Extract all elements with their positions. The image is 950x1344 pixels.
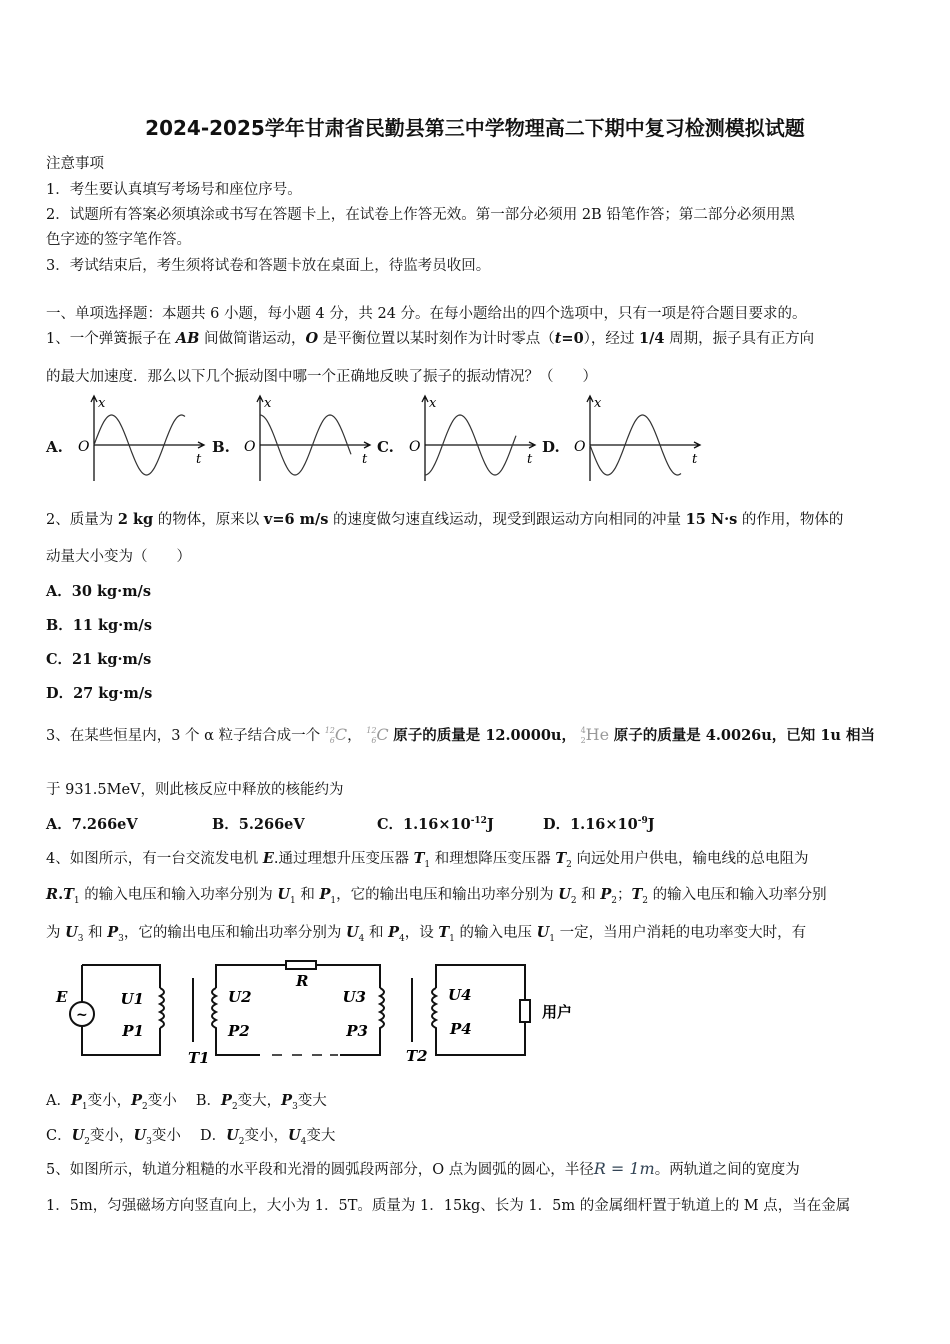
label-t1: T1 xyxy=(188,1049,210,1065)
text-segment: P xyxy=(131,1092,143,1109)
text-segment: 的速度做匀速直线运动，现受到跟运动方向相同的冲量 xyxy=(328,512,686,528)
q2-option-c: C．21 kg·m/s xyxy=(46,651,152,668)
text-segment: P xyxy=(600,886,612,903)
text-segment: 的输入电压和输入功率分别 xyxy=(648,887,827,903)
axis-x-label: t xyxy=(362,452,368,467)
text-segment: 变小， xyxy=(244,1128,289,1144)
label-user: 用户 xyxy=(542,1003,573,1021)
text-segment: 4 xyxy=(358,933,365,944)
axis-y-label: x xyxy=(264,396,272,411)
q2-option-a: A．30 kg·m/s xyxy=(46,583,152,600)
text-segment: E xyxy=(262,850,274,867)
page-title: 2024-2025学年甘肃省民勤县第三中学物理高二下期中复习检测模拟试题 xyxy=(145,116,805,140)
axis-y-label: x xyxy=(594,396,602,411)
q2-option-d: D．27 kg·m/s xyxy=(46,685,153,702)
text-segment: A．7.266eV xyxy=(46,816,138,833)
text-segment: 间做简谐运动， xyxy=(199,331,306,347)
text-segment: J xyxy=(647,816,655,833)
text-segment: =0 xyxy=(561,330,584,347)
radius-formula: R = 1m xyxy=(593,1159,655,1178)
axis-y xyxy=(587,396,593,481)
q1-option-label: C. xyxy=(377,438,394,456)
text-segment: 和 xyxy=(83,925,108,941)
text-segment: U xyxy=(536,924,550,941)
label-u4: U4 xyxy=(448,986,472,1004)
text-segment: . xyxy=(58,886,64,903)
axis-x-label: t xyxy=(692,452,698,467)
q4-text xyxy=(46,883,827,906)
notice-item: 3．考试结束后，考生须将试卷和答题卡放在桌面上，待监考员收回。 xyxy=(46,258,491,274)
q3-option-d xyxy=(543,813,655,834)
q5-text xyxy=(46,1158,800,1179)
axis-x xyxy=(590,442,700,448)
q3-text-c: 原子的质量是 4.0026u，已知 1u 相当 xyxy=(613,727,876,744)
text-segment: 的作用，物体的 xyxy=(737,512,844,528)
q3-option-a xyxy=(46,813,138,834)
text-segment: v=6 m/s xyxy=(263,511,329,528)
text-segment: C．1.16×10 xyxy=(377,816,471,833)
text-segment: ，它的输出电压和输出功率分别为 xyxy=(123,925,346,941)
axis-y-label: x xyxy=(429,396,437,411)
text-segment: 2、质量为 xyxy=(46,512,118,528)
q3-text xyxy=(46,724,875,746)
text-segment: 变小 D． xyxy=(151,1128,227,1144)
origin-label: O xyxy=(244,439,256,455)
text-segment: 的输入电压 xyxy=(454,925,537,941)
notice-item: 2．试题所有答案必须填涂或书写在答题卡上，在试卷上作答无效。第一部分必须用 2B 铅笔作答；第二部分必须用黑 xyxy=(46,207,795,223)
q1-option-label: B. xyxy=(212,438,230,456)
text-segment: 4 xyxy=(398,933,405,944)
text-segment: 和 xyxy=(364,925,389,941)
text-segment: A． xyxy=(46,1093,71,1109)
text-segment: 1 xyxy=(549,933,555,944)
text-segment: U xyxy=(65,924,78,941)
origin-label: O xyxy=(78,439,90,455)
text-segment: 变大 xyxy=(297,1093,327,1109)
q2-text: 动量大小变为（ ） xyxy=(46,549,191,565)
notice-heading: 注意事项 xyxy=(46,156,104,172)
text-segment: T xyxy=(413,850,425,867)
text-segment: 向远处用户供电，输电线的总电阻为 xyxy=(571,851,809,867)
text-segment: AB xyxy=(175,330,200,347)
text-segment: ； xyxy=(616,887,632,903)
vibration-graph xyxy=(405,393,545,483)
text-segment: 2 xyxy=(142,1101,148,1112)
text-segment: 变小， xyxy=(90,1128,134,1144)
text-segment: P xyxy=(70,1092,82,1109)
text-segment: P xyxy=(388,924,399,941)
text-segment: U xyxy=(277,886,291,903)
q3-option-c xyxy=(377,813,494,834)
text-segment: U xyxy=(558,886,571,903)
text-segment: 变大， xyxy=(237,1093,282,1109)
q2-text xyxy=(46,508,843,529)
origin-label: O xyxy=(574,439,586,455)
text-segment: T xyxy=(438,924,450,941)
text-segment: -12 xyxy=(470,816,487,827)
text-segment: 1 xyxy=(449,933,455,944)
q4-text xyxy=(46,921,806,944)
q4-text xyxy=(46,847,809,870)
text-segment: O xyxy=(305,330,319,347)
text-segment: 1 xyxy=(81,1101,88,1112)
text-segment: 2 xyxy=(238,1136,245,1147)
q1-option-label: D. xyxy=(542,438,560,456)
text-segment: 变大 xyxy=(306,1128,336,1144)
q3-option-b xyxy=(212,813,305,834)
label-r: R xyxy=(296,972,309,990)
text-segment: 1 xyxy=(73,895,80,906)
vibration-graph xyxy=(570,393,710,483)
text-segment: 2 xyxy=(611,895,617,906)
text-segment: 1、一个弹簧振子在 xyxy=(46,331,176,347)
text-segment: P xyxy=(281,1092,293,1109)
text-segment: D．1.16×10 xyxy=(543,816,638,833)
text-segment: 和 xyxy=(295,887,320,903)
text-segment: 1 xyxy=(330,895,337,906)
text-segment: 3 xyxy=(146,1136,152,1147)
text-segment: P xyxy=(319,886,331,903)
axis-x-label: t xyxy=(527,452,533,467)
text-segment: ，设 xyxy=(404,925,439,941)
text-segment: ，它的输出电压和输出功率分别为 xyxy=(336,887,559,903)
svg-text:~: ~ xyxy=(76,1007,88,1023)
text-segment: 3 xyxy=(292,1101,298,1112)
axis-x xyxy=(94,442,204,448)
section-heading: 一、单项选择题：本题共 6 小题，每小题 4 分，共 24 分。在每小题给出的四个选项中，只有一项是符合题目要求的。 xyxy=(46,306,807,322)
q5-text-b: 。两轨道之间的宽度为 xyxy=(654,1162,800,1178)
text-segment: T xyxy=(631,886,643,903)
q1-text: 的最大加速度．那么以下几个振动图中哪一个正确地反映了振子的振动情况？（ ） xyxy=(46,369,597,385)
text-segment: 4 xyxy=(300,1136,307,1147)
origin-label: O xyxy=(409,439,421,455)
label-p2: P2 xyxy=(228,1022,250,1040)
text-segment: U xyxy=(133,1127,147,1144)
text-segment: 变小 B． xyxy=(147,1093,222,1109)
text-segment: J xyxy=(486,816,494,833)
text-segment: T xyxy=(63,886,74,903)
text-segment: 2 xyxy=(84,1136,90,1147)
text-segment: 15 N·s xyxy=(685,511,738,528)
text-segment: C． xyxy=(46,1128,72,1144)
text-segment: 为 xyxy=(46,925,66,941)
text-segment: 2 xyxy=(570,895,577,906)
text-segment: U xyxy=(71,1127,85,1144)
text-segment: 的输入电压和输入功率分别为 xyxy=(79,887,278,903)
text-segment: 和 xyxy=(576,887,601,903)
text-segment: B．5.266eV xyxy=(212,816,305,833)
q3-sep: ， xyxy=(347,728,362,744)
text-segment: 1 xyxy=(424,859,431,870)
text-segment: 3 xyxy=(118,933,124,944)
axis-x-label: t xyxy=(196,452,202,467)
axis-y xyxy=(257,396,263,481)
carbon-12-nuclide: 12 6C xyxy=(324,725,348,745)
q1-option-label: A. xyxy=(46,438,63,456)
q4-options-ab xyxy=(46,1089,327,1112)
text-segment: .通过理想升压变压器 xyxy=(273,851,414,867)
text-segment: T xyxy=(555,850,567,867)
notice-item: 1．考生要认真填写考场号和座位序号。 xyxy=(46,182,302,198)
q5-text: 1．5m，匀强磁场方向竖直向上，大小为 1．5T。质量为 1．15kg、长为 1．5m 的金属细杆置于轨道上的 M 点，当在金属 xyxy=(46,1198,851,1214)
text-segment: 1 xyxy=(290,895,296,906)
label-u2: U2 xyxy=(228,988,252,1006)
q1-text xyxy=(46,327,814,348)
text-segment: P xyxy=(107,924,119,941)
text-segment: ），经过 xyxy=(583,331,640,347)
text-segment: 2 kg xyxy=(117,511,154,528)
text-segment: 和理想降压变压器 xyxy=(430,851,556,867)
q3-text-a: 3、在某些恒星内，3 个 α 粒子结合成一个 xyxy=(46,728,321,744)
label-u1: U1 xyxy=(120,990,144,1008)
label-p1: P1 xyxy=(122,1022,144,1040)
q2-option-b: B．11 kg·m/s xyxy=(46,617,153,634)
text-segment: R xyxy=(46,886,59,903)
text-segment: 2 xyxy=(231,1101,238,1112)
label-p3: P3 xyxy=(346,1022,368,1040)
text-segment: U xyxy=(345,924,359,941)
axis-y-label: x xyxy=(98,396,106,411)
text-segment: U xyxy=(226,1127,239,1144)
label-e: E xyxy=(56,988,68,1006)
text-segment: 变小， xyxy=(87,1093,132,1109)
vibration-graph xyxy=(74,393,214,483)
q3-text: 于 931.5MeV，则此核反应中释放的核能约为 xyxy=(46,782,344,798)
transformer-circuit-diagram xyxy=(50,960,610,1065)
label-u3: U3 xyxy=(342,988,366,1006)
q3-text-b: 原子的质量是 12.0000u， xyxy=(393,727,576,744)
label-t2: T2 xyxy=(406,1047,428,1065)
text-segment: 3 xyxy=(77,933,84,944)
helium-4-nuclide: 4 2He xyxy=(580,725,610,745)
text-segment: 1/4 xyxy=(639,330,665,347)
q4-options-cd xyxy=(46,1124,335,1147)
text-segment: 一定，当用户消耗的电功率变大时，有 xyxy=(554,925,807,941)
text-segment: 2 xyxy=(566,859,572,870)
text-segment: -9 xyxy=(637,816,648,827)
text-segment: U xyxy=(288,1127,301,1144)
axis-y xyxy=(422,396,428,481)
text-segment: 的物体，原来以 xyxy=(153,512,264,528)
text-segment: 4、如图所示，有一台交流发电机 xyxy=(46,851,263,867)
q5-text-a: 5、如图所示，轨道分粗糙的水平段和光滑的圆弧段两部分，O 点为圆弧的圆心，半径 xyxy=(46,1162,594,1178)
vibration-graph xyxy=(240,393,380,483)
carbon-12-nuclide: 12 6C xyxy=(366,725,389,745)
text-segment: 是平衡位置以某时刻作为计时零点（ xyxy=(318,331,555,347)
text-segment: P xyxy=(221,1092,232,1109)
text-segment: 周期，振子具有正方向 xyxy=(664,331,815,347)
text-segment: t xyxy=(554,330,562,347)
notice-item: 色字迹的签字笔作答。 xyxy=(46,232,191,248)
label-p4: P4 xyxy=(450,1020,472,1038)
text-segment: 2 xyxy=(642,895,649,906)
